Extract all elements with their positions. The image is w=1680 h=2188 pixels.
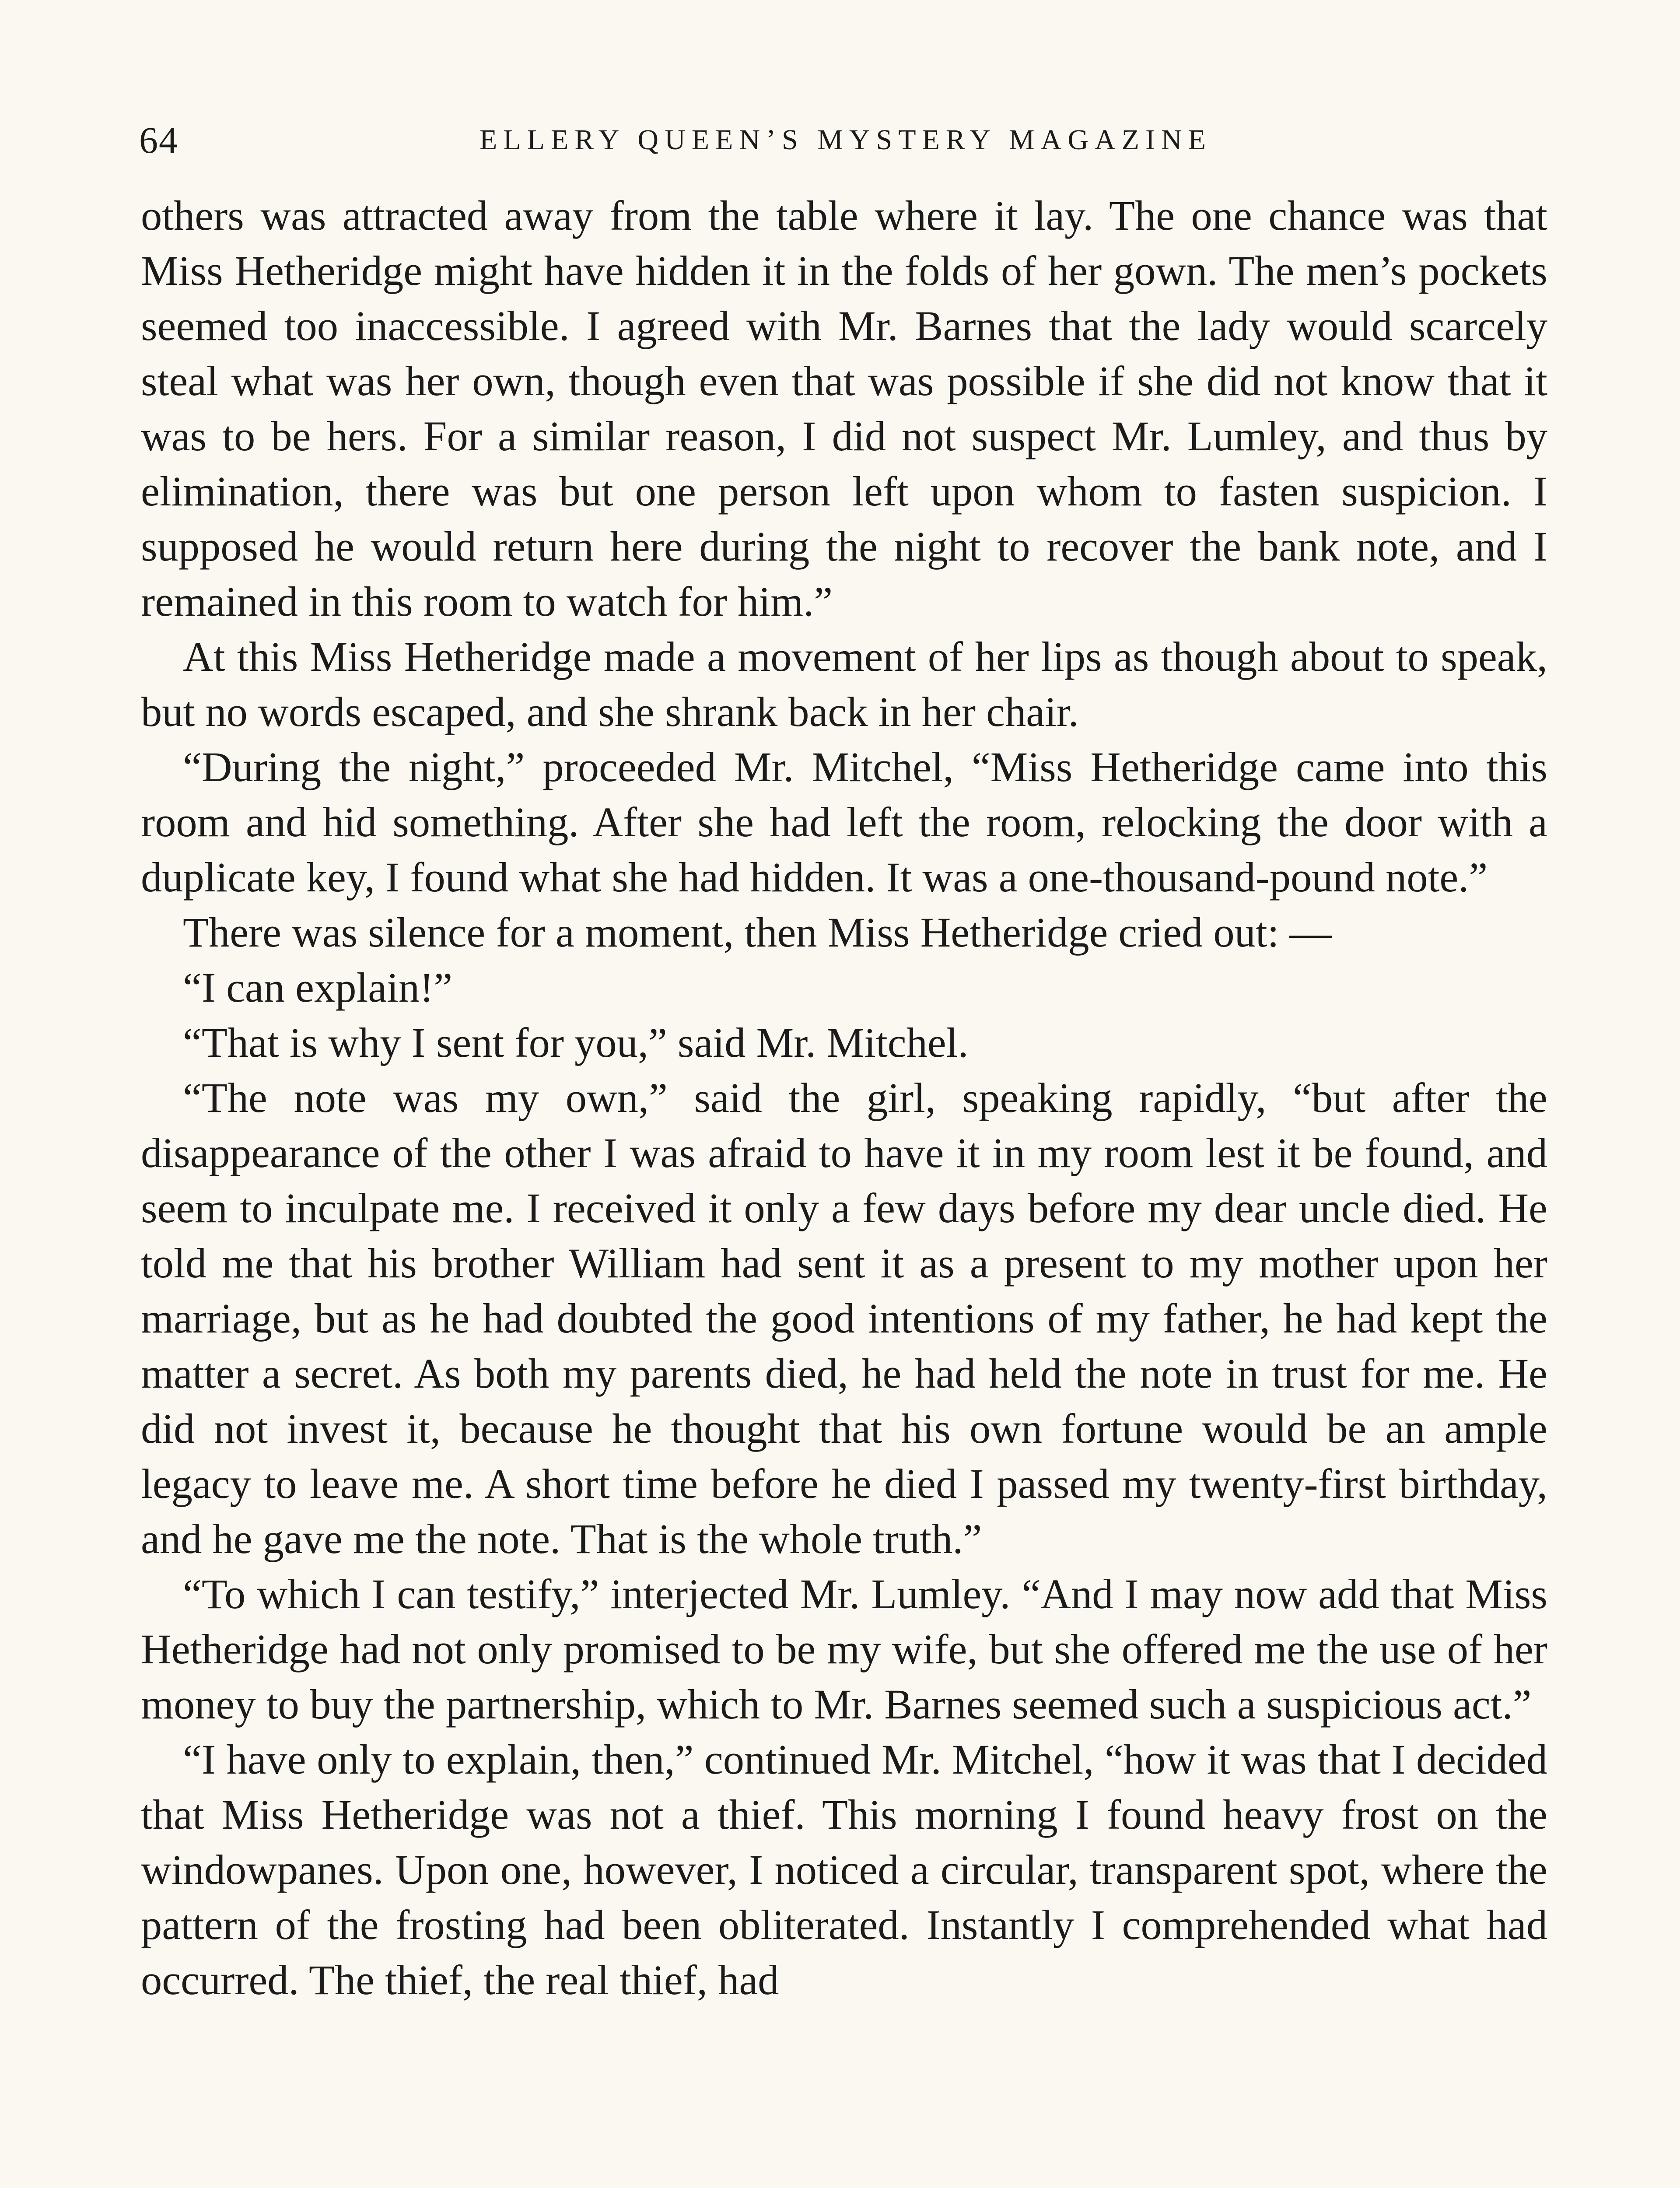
paragraph-8: “To which I can testify,” interjected Mr. Lumley. “And I may now add that Miss Hetheridge had not only promised to be my wife, but she offered me the use of her money to buy the partnership, which to Mr. Barnes seemed such a suspicious act.” xyxy=(141,1571,1547,1728)
paragraph-9: “I have only to explain, then,” continued Mr. Mitchel, “how it was that I decided that Miss Hetheridge was not a thief. This morning I found heavy frost on the windowpanes. Upon one, however, I noticed a circular, transparent spot, where the pattern of the frosting had been obliterated. Instantly I comprehended what had occurred. The thief, the real thief, had xyxy=(141,1736,1547,2003)
page-number: 64 xyxy=(139,119,178,161)
paragraph-3: “During the night,” proceeded Mr. Mitchel, “Miss Hetheridge came into this room and hid something. After she had left the room, relocking the door with a duplicate key, I found what she had hidden. It was a one-thousand-pound note.” xyxy=(141,743,1547,901)
magazine-title: ELLERY QUEEN’S MYSTERY MAGAZINE xyxy=(480,124,1212,156)
story-text xyxy=(141,188,1547,2008)
paragraph-1: others was attracted away from the table where it lay. The one chance was that Miss Hetheridge might have hidden it in the folds of her gown. The men’s pockets seemed too inaccessible. I agreed with Mr. Barnes that the lady would scarcely steal what was her own, though even that was possible if she did not know that it was to be hers. For a similar reason, I did not suspect Mr. Lumley, and thus by elimination, there was but one person left upon whom to fasten suspicion. I supposed he would return here during the night to recover the bank note, and I remained in this room to watch for him.” xyxy=(141,192,1547,625)
paragraph-4: There was silence for a moment, then Miss Hetheridge cried out: — xyxy=(183,909,1332,956)
paragraph-7: “The note was my own,” said the girl, speaking rapidly, “but after the disappearance of the other I was afraid to have it in my room lest it be found, and seem to inculpate me. I received it only a few days before my dear uncle died. He told me that his brother William had sent it as a present to my mother upon her marriage, but as he had doubted the good intentions of my father, he had kept the matter a secret. As both my parents died, he had held the note in trust for me. He did not invest it, because he thought that his own fortune would be an ample legacy to leave me. A short time before he died I passed my twenty-first birthday, and he gave me the note. That is the whole truth.” xyxy=(141,1074,1547,1562)
paragraph-6: “That is why I sent for you,” said Mr. Mitchel. xyxy=(183,1019,969,1066)
running-head xyxy=(139,116,1552,164)
paragraph-5: “I can explain!” xyxy=(183,964,453,1011)
paragraph-2: At this Miss Hetheridge made a movement of her lips as though about to speak, but no words escaped, and she shrank back in her chair. xyxy=(141,633,1547,735)
